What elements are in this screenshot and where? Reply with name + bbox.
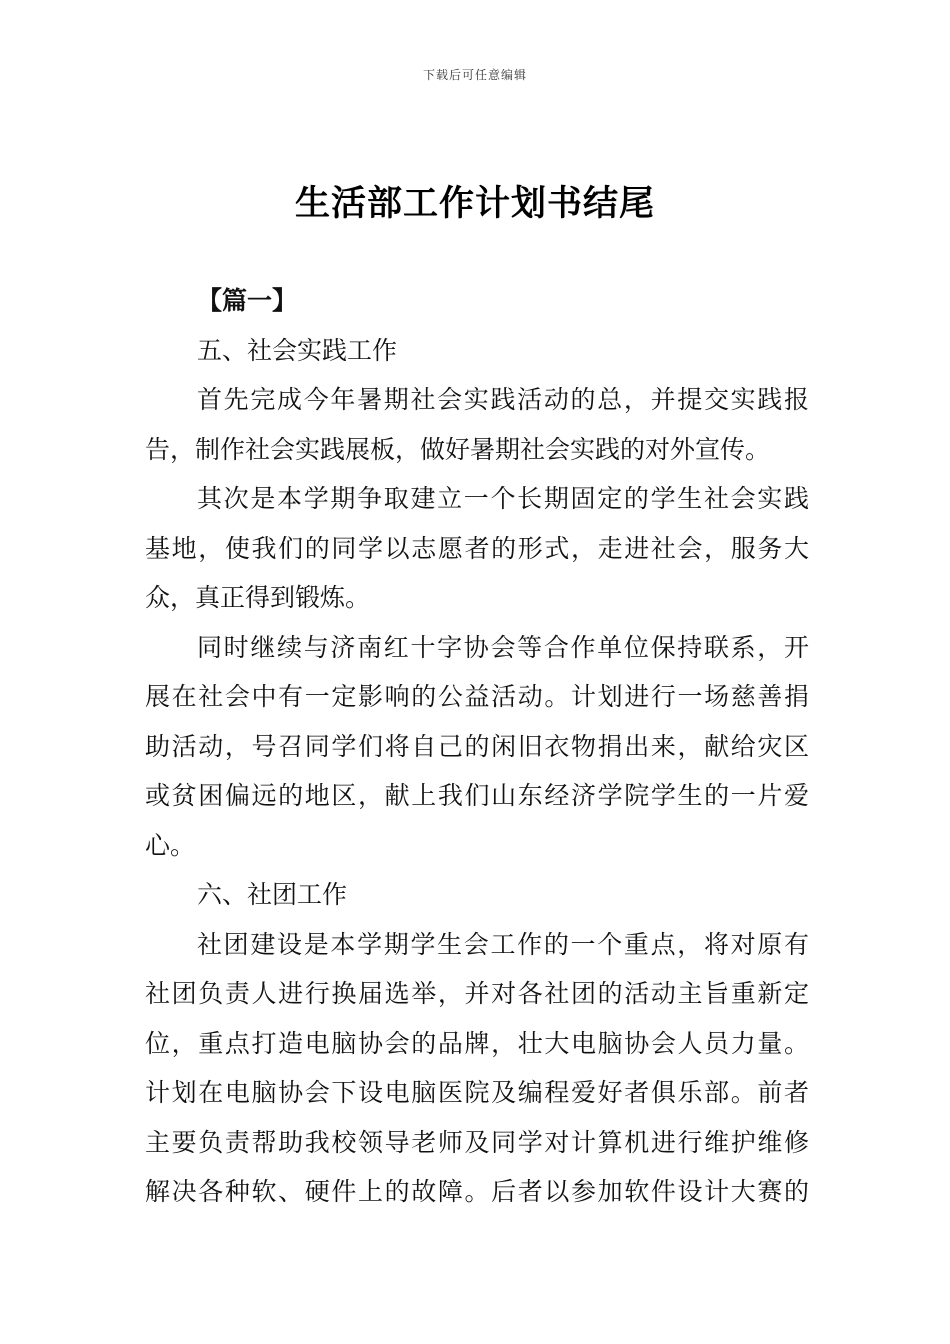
paragraph-line: 心。: [145, 830, 196, 860]
document-body: [145, 276, 809, 1217]
paragraph-line: 解决各种软、硬件上的故障。后者以参加软件设计大赛的: [145, 1177, 809, 1206]
header-note: 下载后可任意编辑: [422, 68, 527, 82]
section-marker: 【篇一】: [197, 286, 298, 315]
paragraph-line: 社团负责人进行换届选举，并对各社团的活动主旨重新定: [145, 979, 809, 1008]
paragraph-line: 同时继续与济南红十字协会等合作单位保持联系，开: [197, 632, 809, 662]
paragraph-line: 首先完成今年暑期社会实践活动的总，并提交实践报: [197, 385, 809, 414]
paragraph-line: 展在社会中有一定影响的公益活动。计划进行一场慈善捐: [145, 682, 809, 711]
paragraph-line: 社团建设是本学期学生会工作的一个重点，将对原有: [197, 929, 809, 959]
section-heading: 五、社会实践工作: [197, 335, 398, 365]
paragraph-line: 其次是本学期争取建立一个长期固定的学生社会实践: [197, 484, 809, 513]
section-heading: 六、社团工作: [197, 880, 348, 909]
paragraph-line: 计划在电脑协会下设电脑医院及编程爱好者俱乐部。前者: [145, 1078, 809, 1107]
paragraph-line: 告，制作社会实践展板，做好暑期社会实践的对外宣传。: [145, 434, 771, 464]
paragraph-line: 或贫困偏远的地区，献上我们山东经济学院学生的一片爱: [145, 781, 809, 810]
paragraph-line: 助活动，号召同学们将自己的闲旧衣物捐出来，献给灾区: [145, 731, 809, 761]
paragraph-line: 位，重点打造电脑协会的品牌，壮大电脑协会人员力量。: [145, 1028, 809, 1058]
paragraph-line: 基地，使我们的同学以志愿者的形式，走进社会，服务大: [145, 533, 809, 563]
document-title: 生活部工作计划书结尾: [294, 184, 655, 224]
paragraph-line: 众，真正得到锻炼。: [145, 583, 371, 612]
paragraph-line: 主要负责帮助我校领导老师及同学对计算机进行维护维修: [145, 1127, 809, 1157]
